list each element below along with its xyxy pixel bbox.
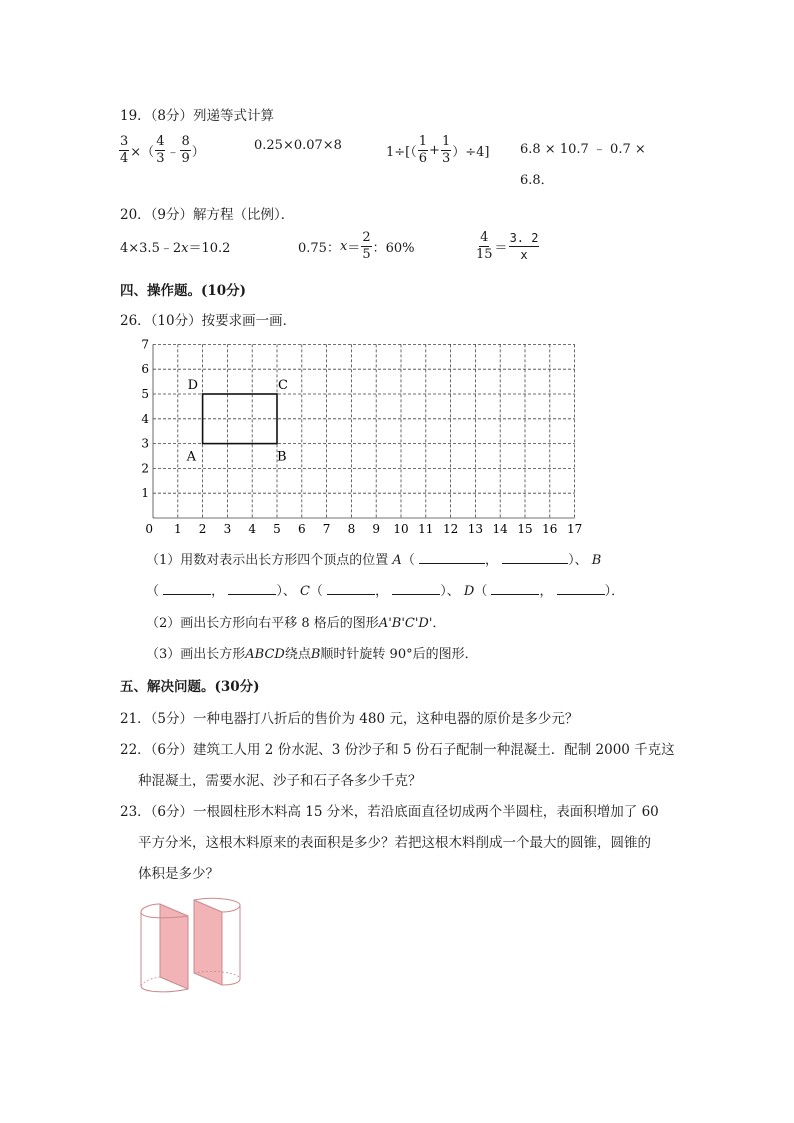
answer-blank[interactable] bbox=[228, 582, 276, 595]
section-4-heading: 四、操作题。(10分) bbox=[120, 283, 247, 299]
half-cylinders-figure bbox=[136, 888, 248, 1000]
fraction: $\frac{4}{15}$ bbox=[476, 230, 493, 262]
fraction: $\frac{1}{6}$ bbox=[418, 134, 428, 166]
q19-expr-4-line1: 6.8 × 10.7 ﹣ 0.7 × bbox=[520, 142, 646, 157]
x-tick-label: 7 bbox=[322, 522, 331, 536]
x-tick-label: 11 bbox=[418, 522, 434, 536]
q19-expr-4-line2: 6.8． bbox=[520, 173, 554, 188]
x-tick-label: 15 bbox=[517, 522, 533, 536]
vertex-label-a: A bbox=[186, 449, 196, 465]
answer-blank[interactable] bbox=[419, 551, 485, 564]
y-tick-label: 5 bbox=[141, 387, 149, 401]
coordinate-grid bbox=[136, 334, 592, 538]
q20-eq-3: $\frac{4}{15}$ ＝ $\frac{3. 2}{x}$ bbox=[476, 230, 539, 262]
x-tick-label: 0 bbox=[145, 522, 153, 536]
x-tick-label: 9 bbox=[372, 522, 381, 536]
q19-expr-3: 1÷[（ $\frac{1}{6}$ + $\frac{1}{3}$ ）÷4] bbox=[386, 134, 490, 166]
q20-title: 20．（9分）解方程（比例）． bbox=[120, 207, 295, 223]
q21-text: 21．（5分）一种电器打八折后的售价为 480 元，这种电器的原价是多少元？ bbox=[120, 711, 579, 727]
q23-text-line1: 23．（6分）一根圆柱形木料高 15 分米，若沿底面直径切成两个半圆柱，表面积增加了 60 bbox=[120, 804, 659, 820]
y-tick-label: 4 bbox=[141, 411, 149, 426]
fraction: $\frac{4}{3}$ bbox=[156, 134, 165, 166]
fraction: $\frac{2}{5}$ bbox=[362, 230, 371, 262]
x-tick-label: 4 bbox=[248, 522, 257, 536]
x-tick-label: 14 bbox=[492, 522, 508, 536]
q23-text-line2: 平方分米，这根木料原来的表面积是多少？若把这根木料削成一个最大的圆锥，圆锥的 bbox=[138, 835, 651, 851]
x-tick-label: 16 bbox=[542, 522, 558, 536]
q26-title: 26．（10分）按要求画一画． bbox=[120, 313, 297, 329]
answer-blank[interactable] bbox=[392, 582, 440, 595]
fraction: $\frac{8}{9}$ bbox=[181, 134, 190, 166]
x-tick-label: 5 bbox=[273, 522, 281, 536]
x-tick-label: 2 bbox=[198, 522, 207, 536]
x-tick-label: 3 bbox=[223, 522, 232, 536]
y-tick-label: 1 bbox=[141, 486, 149, 501]
q26-part-1-line2: （ ， ）、 C（ ， ）、 D（ ， ）． bbox=[146, 584, 625, 599]
x-tick-label: 13 bbox=[467, 522, 484, 536]
half-cylinder-right bbox=[194, 898, 240, 985]
q26-part-1-line1: （1）用数对表示出长方形四个顶点的位置 A（ ， ）、 B bbox=[146, 553, 602, 568]
x-tick-label: 6 bbox=[297, 522, 306, 536]
q22-text-line1: 22．（6分）建筑工人用 2 份水泥、3 份沙子和 5 份石子配制一种混凝土．配制 2000 千克这 bbox=[120, 742, 675, 758]
x-tick-label: 12 bbox=[442, 522, 459, 536]
y-tick-label: 6 bbox=[141, 362, 149, 377]
half-cylinder-left bbox=[141, 904, 188, 992]
y-tick-label: 2 bbox=[141, 461, 149, 476]
vertex-label-d: D bbox=[187, 378, 199, 393]
answer-blank[interactable] bbox=[491, 582, 539, 595]
answer-blank[interactable] bbox=[327, 582, 375, 595]
answer-blank[interactable] bbox=[163, 582, 211, 595]
fraction: $\frac{1}{3}$ bbox=[441, 134, 451, 166]
section-5-heading: 五、解决问题。(30分) bbox=[120, 679, 260, 695]
x-tick-label: 1 bbox=[173, 522, 182, 536]
y-tick-label: 3 bbox=[141, 436, 149, 451]
answer-blank[interactable] bbox=[557, 582, 605, 595]
q26-part-3: （3）画出长方形ABCD绕点B顺时针旋转 90°后的图形． bbox=[146, 647, 478, 662]
fraction: $\frac{3}{4}$ bbox=[120, 134, 129, 166]
q19-expr-1: $\frac{3}{4}$ ×（ $\frac{4}{3}$ ﹣ $\frac{8}{9}$ ） bbox=[120, 134, 205, 166]
vertex-label-b: B bbox=[277, 449, 287, 465]
vertex-label-c: C bbox=[278, 378, 288, 393]
x-tick-label: 8 bbox=[347, 522, 356, 536]
answer-blank[interactable] bbox=[502, 551, 568, 564]
q19-expr-2: 0.25×0.07×8 bbox=[254, 138, 342, 153]
grid-lines bbox=[153, 344, 575, 518]
q20-eq-2: 0.75： x ＝ $\frac{2}{5}$ ：60% bbox=[298, 230, 415, 262]
y-tick-label: 7 bbox=[141, 337, 149, 352]
fraction: $\frac{3. 2}{x}$ bbox=[509, 231, 539, 262]
grid-labels bbox=[141, 337, 582, 536]
q23-text-line3: 体积是多少？ bbox=[138, 866, 219, 882]
x-tick-label: 10 bbox=[393, 522, 409, 536]
q26-part-2: （2）画出长方形向右平移 8 格后的图形A'B'C'D'． bbox=[146, 616, 446, 631]
q19-title: 19．（8分）列递等式计算 bbox=[120, 108, 275, 124]
x-tick-label: 17 bbox=[566, 522, 583, 536]
q22-text-line2: 种混凝土，需要水泥、沙子和石子各多少千克？ bbox=[138, 773, 422, 789]
q20-eq-1: 4×3.5﹣2x＝10.2 bbox=[120, 241, 231, 256]
